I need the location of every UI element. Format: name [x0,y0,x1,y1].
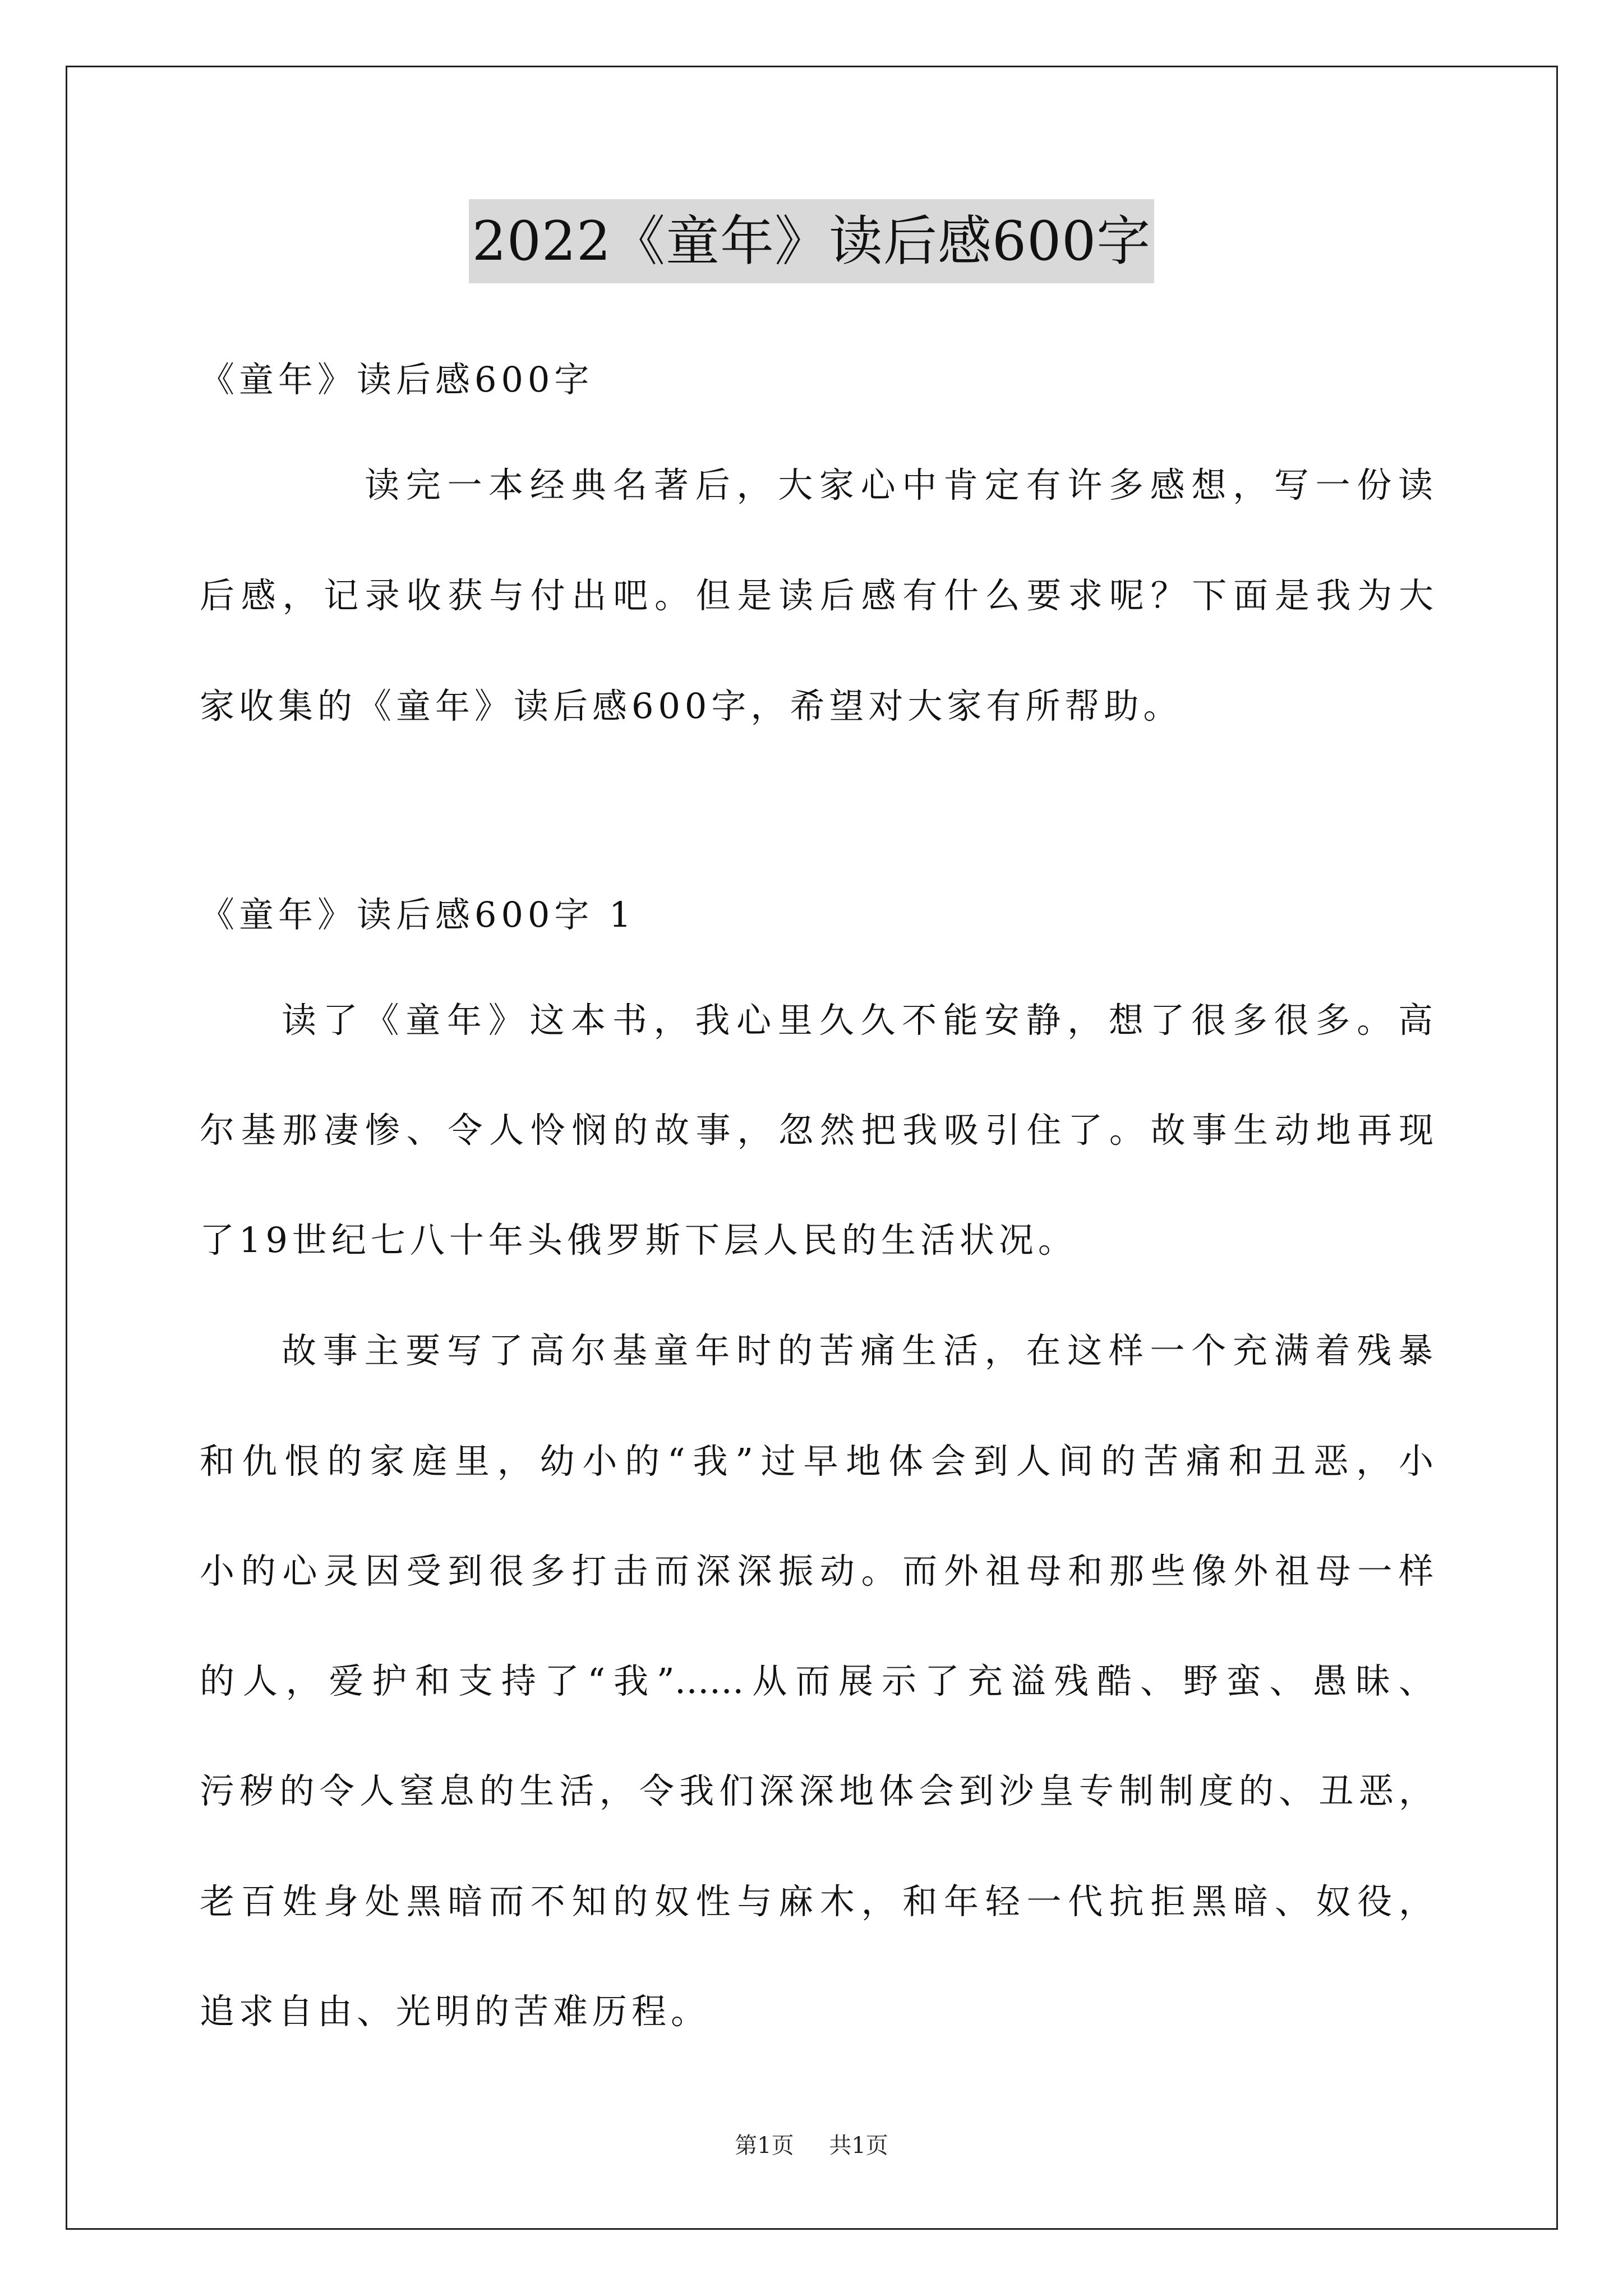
document-title: 2022《童年》读后感600字 [469,199,1155,283]
paragraph2-line-4: 的人，爱护和支持了“我”……从而展示了充溢残酷、野蛮、愚昧、 [200,1660,1433,1701]
paragraph2-line-3: 小的心灵因受到很多打击而深深振动。而外祖母和那些像外祖母一样 [200,1550,1433,1591]
section-heading: 《童年》读后感600字 1 [200,894,636,935]
page-footer [0,2129,1623,2162]
page-number-current: 第1页 [735,2133,794,2159]
paragraph2-line-5: 污秽的令人窒息的生活，令我们深深地体会到沙皇专制制度的、丑恶， [200,1770,1433,1811]
paragraph1-line-2: 尔基那凄惨、令人怜悯的故事，忽然把我吸引住了。故事生动地再现 [200,1110,1433,1151]
page-number-total: 共1页 [829,2133,888,2159]
paragraph1-line-1: 读了《童年》这本书，我心里久久不能安静，想了很多很多。高 [282,1000,1433,1041]
paragraph1-line-3: 了19世纪七八十年头俄罗斯下层人民的生活状况。 [200,1220,1077,1260]
intro-line-2: 后感，记录收获与付出吧。但是读后感有什么要求呢？下面是我为大 [200,575,1433,616]
paragraph2-line-6: 老百姓身处黑暗而不知的奴性与麻木，和年轻一代抗拒黑暗、奴役， [200,1881,1433,1922]
title-container [0,199,1623,283]
subtitle: 《童年》读后感600字 [200,359,594,400]
intro-line-3: 家收集的《童年》读后感600字，希望对大家有所帮助。 [200,685,1183,726]
paragraph2-line-2: 和仇恨的家庭里，幼小的“我”过早地体会到人间的苦痛和丑恶，小 [200,1441,1433,1481]
paragraph2-line-1: 故事主要写了高尔基童年时的苦痛生活，在这样一个充满着残暴 [282,1330,1433,1371]
intro-line-1: 读完一本经典名著后，大家心中肯定有许多感想，写一份读 [365,464,1433,505]
paragraph2-line-7: 追求自由、光明的苦难历程。 [200,1991,711,2032]
